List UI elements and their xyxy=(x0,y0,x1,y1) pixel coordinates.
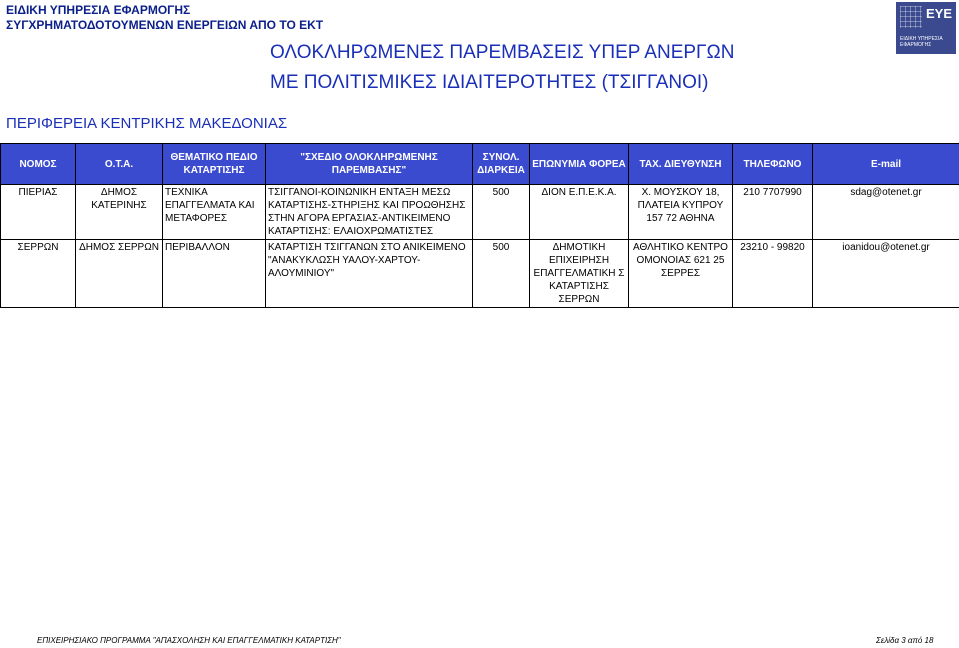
logo-subtext: ΕΙΔΙΚΗ ΥΠΗΡΕΣΙΑ ΕΦΑΡΜΟΓΗΣ xyxy=(900,36,943,48)
cell-email[interactable]: sdag@otenet.gr xyxy=(813,185,959,240)
page-title-line2: ΜΕ ΠΟΛΙΤΙΣΜΙΚΕΣ ΙΔΙΑΙΤΕΡΟΤΗΤΕΣ (ΤΣΙΓΓΑΝΟΙ) xyxy=(270,72,709,93)
column-header: Ο.Τ.Α. xyxy=(76,144,163,185)
cell-email[interactable]: ioanidou@otenet.gr xyxy=(813,240,959,308)
region-heading: ΠΕΡΙΦΕΡΕΙΑ ΚΕΝΤΡΙΚΗΣ ΜΑΚΕΔΟΝΙΑΣ xyxy=(6,115,288,132)
column-header: "ΣΧΕΔΙΟ ΟΛΟΚΛΗΡΩΜΕΝΗΣ ΠΑΡΕΜΒΑΣΗΣ" xyxy=(266,144,473,185)
cell-prefecture: ΣΕΡΡΩΝ xyxy=(1,240,76,308)
column-header: ΤΑΧ. ΔΙΕΥΘΥΝΣΗ xyxy=(629,144,733,185)
column-header: ΘΕΜΑΤΙΚΟ ΠΕΔΙΟ ΚΑΤΑΡΤΙΣΗΣ xyxy=(163,144,266,185)
org-name-line1: ΕΙΔΙΚΗ ΥΠΗΡΕΣΙΑ ΕΦΑΡΜΟΓΗΣ xyxy=(6,3,191,17)
column-header: ΣΥΝΟΛ. ΔΙΑΡΚΕΙΑ xyxy=(473,144,530,185)
cell-phone: 23210 - 99820 xyxy=(733,240,813,308)
eye-logo xyxy=(896,2,956,54)
table-header-row xyxy=(1,144,959,185)
table-row xyxy=(1,240,959,308)
cell-duration: 500 xyxy=(473,240,530,308)
table-row xyxy=(1,185,959,240)
cell-field: ΠΕΡΙΒΑΛΛΟΝ xyxy=(163,240,266,308)
cell-plan: ΚΑΤΑΡΤΙΣΗ ΤΣΙΓΓΑΝΩΝ ΣΤΟ ΑΝΙΚΕΙΜΕΝΟ "ΑΝΑΚΥΚΛΩΣΗ ΥΑΛΟΥ-ΧΑΡΤΟΥ-ΑΛΟΥΜΙΝΙΟΥ" xyxy=(266,240,473,308)
cell-address: Χ. ΜΟΥΣΚΟΥ 18, ΠΛΑΤΕΙΑ ΚΥΠΡΟΥ 157 72 ΑΘΗΝΑ xyxy=(629,185,733,240)
cell-plan: ΤΣΙΓΓΑΝΟΙ-ΚΟΙΝΩΝΙΚΗ ΕΝΤΑΞΗ ΜΕΣΩ ΚΑΤΑΡΤΙΣΗΣ-ΣΤΗΡΙΞΗΣ ΚΑΙ ΠΡΟΩΘΗΣΗΣ ΣΤΗΝ ΑΓΟΡΑ ΕΡΓΑΣΙΑΣ-ΑΝΤΙΚΕΙΜΕΝΟ ΚΑΤΑΡΤΙΣΗΣ: ΕΛΑΙΟΧΡΩΜΑΤΙΣΤΕΣ xyxy=(266,185,473,240)
column-header: E-mail xyxy=(813,144,959,185)
page-title-line1: ΟΛΟΚΛΗΡΩΜΕΝΕΣ ΠΑΡΕΜΒΑΣΕΙΣ ΥΠΕΡ ΑΝΕΡΓΩΝ xyxy=(270,42,735,63)
cell-organization: ΔΗΜΟΤΙΚΗ ΕΠΙΧΕΙΡΗΣΗ ΕΠΑΓΓΕΛΜΑΤΙΚΗ Σ ΚΑΤΑΡΤΙΣΗΣ ΣΕΡΡΩΝ xyxy=(530,240,629,308)
footer-page-number: Σελίδα 3 από 18 xyxy=(876,636,934,645)
logo-text: ΕΥΕ xyxy=(925,6,952,21)
logo-grid-icon xyxy=(900,6,922,28)
column-header: ΝΟΜΟΣ xyxy=(1,144,76,185)
cell-municipality: ΔΗΜΟΣ ΚΑΤΕΡΙΝΗΣ xyxy=(76,185,163,240)
programs-table xyxy=(0,143,959,308)
cell-municipality: ΔΗΜΟΣ ΣΕΡΡΩΝ xyxy=(76,240,163,308)
cell-prefecture: ΠΙΕΡΙΑΣ xyxy=(1,185,76,240)
cell-address: ΑΘΛΗΤΙΚΟ ΚΕΝΤΡΟ ΟΜΟΝΟΙΑΣ 621 25 ΣΕΡΡΕΣ xyxy=(629,240,733,308)
footer-program: ΕΠΙΧΕΙΡΗΣΙΑΚΟ ΠΡΟΓΡΑΜΜΑ "ΑΠΑΣΧΟΛΗΣΗ ΚΑΙ ΕΠΑΓΓΕΛΜΑΤΙΚΗ ΚΑΤΑΡΤΙΣΗ" xyxy=(37,636,341,645)
cell-duration: 500 xyxy=(473,185,530,240)
cell-field: ΤΕΧΝΙΚΑ ΕΠΑΓΓΕΛΜΑΤΑ ΚΑΙ ΜΕΤΑΦΟΡΕΣ xyxy=(163,185,266,240)
column-header: ΕΠΩΝΥΜΙΑ ΦΟΡΕΑ xyxy=(530,144,629,185)
column-header: ΤΗΛΕΦΩΝΟ xyxy=(733,144,813,185)
cell-phone: 210 7707990 xyxy=(733,185,813,240)
org-name-line2: ΣΥΓΧΡΗΜΑΤΟΔΟΤΟΥΜΕΝΩΝ ΕΝΕΡΓΕΙΩΝ ΑΠΟ ΤΟ ΕΚΤ xyxy=(6,18,324,32)
cell-organization: ΔΙΟΝ Ε.Π.Ε.Κ.Α. xyxy=(530,185,629,240)
